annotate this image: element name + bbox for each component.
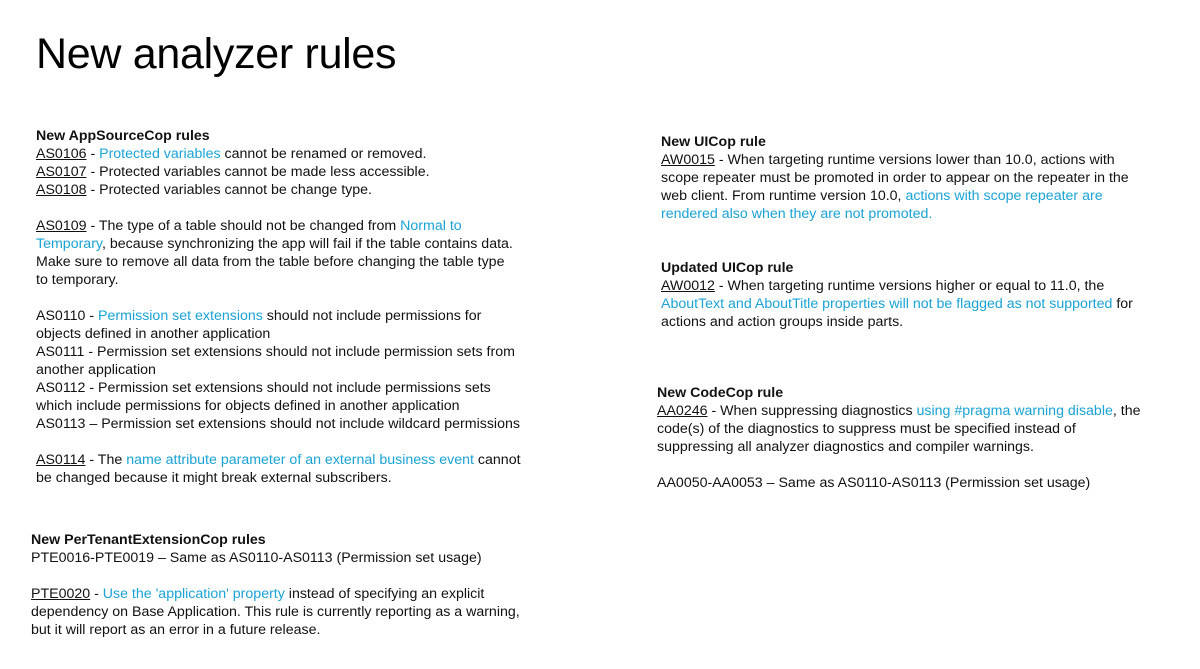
uicop-section: New UICop rule AW0015 - When targeting runtime versions lower than 10.0, actions with scope repeater must be promoted in order to appear on the repeater in the web client. From runtime version 10.0, actions with scope repeater are rendered also when they are not promoted. xyxy=(661,133,1181,223)
rule-pte0020: PTE0020 - Use the 'application' property instead of specifying an explicit xyxy=(31,586,485,602)
rule-aw0015: AW0015 - When targeting runtime versions lower than 10.0, actions with xyxy=(661,152,1115,168)
rule-as0114: AS0114 - The name attribute parameter of an external business event cannot xyxy=(36,452,521,468)
updated-uicop-section: Updated UICop rule AW0012 - When targeting runtime versions higher or equal to 11.0, the AboutText and AboutTitle properties will not be flagged as not supported for actions and action groups inside parts. xyxy=(661,259,1186,331)
uicop-heading: New UICop rule xyxy=(661,134,766,150)
rule-aa0050: AA0050-AA0053 – Same as AS0110-AS0113 (Permission set usage) xyxy=(657,475,1091,491)
appsourcecop-section: New AppSourceCop rules AS0106 - Protected variables cannot be renamed or removed. AS0107 - Protected variables cannot be made less accessible. AS0108 - Protected variables cannot be change type. AS0109 - The type of a table should not be changed from Normal to Temporary, because synchronizing the app will fail if the table contains data. Make sure to remove all data from the table before changing the table type to temporary. AS0110 - Permission set extensions should not include permissions for objects defined in another application AS0111 - Permission set extensions should not include permission sets from another application AS0112 - Permission set extensions should not include permissions sets which include permissions for objects defined in another application AS0113 – Permission set extensions should not include wildcard permissions AS0114 - The name attribute parameter of an external business event cannot be changed because it might break external subscribers. xyxy=(36,127,576,487)
rule-code[interactable]: AS0107 xyxy=(36,164,87,180)
link-scope-repeater[interactable]: actions with scope repeater are xyxy=(905,188,1103,204)
pertenantextensioncop-section: New PerTenantExtensionCop rules PTE0016-PTE0019 – Same as AS0110-AS0113 (Permission set usage) PTE0020 - Use the 'application' property instead of specifying an explicit dependency on Base Application. This rule is currently reporting as a warning, but it will report as an error in a future release. xyxy=(31,531,571,639)
codecop-section: New CodeCop rule AA0246 - When suppressing diagnostics using #pragma warning disable, the code(s) of the diagnostics to suppress must be specified instead of suppressing all analyzer diagnostics and compiler warnings. AA0050-AA0053 – Same as AS0110-AS0113 (Permission set usage) xyxy=(657,384,1182,492)
page-title: New analyzer rules xyxy=(36,30,397,78)
rule-as0110: AS0110 - Permission set extensions should not include permissions for xyxy=(36,308,482,324)
appsourcecop-heading: New AppSourceCop rules xyxy=(36,128,210,144)
rule-code[interactable]: AS0109 xyxy=(36,218,87,234)
rule-aa0246: AA0246 - When suppressing diagnostics using #pragma warning disable, the xyxy=(657,403,1141,419)
link-pragma-warning-disable[interactable]: using #pragma warning disable xyxy=(916,403,1113,419)
rule-as0107: AS0107 - Protected variables cannot be made less accessible. xyxy=(36,164,430,180)
rule-as0112: AS0112 - Permission set extensions should not include permissions sets xyxy=(36,380,491,396)
link-protected-variables[interactable]: Protected variables xyxy=(99,146,221,162)
link-normal-to-temporary[interactable]: Normal to xyxy=(400,218,462,234)
updated-uicop-heading: Updated UICop rule xyxy=(661,260,794,276)
rule-code[interactable]: AS0114 xyxy=(36,452,86,468)
rule-code[interactable]: AW0012 xyxy=(661,278,715,294)
rule-code[interactable]: AW0015 xyxy=(661,152,715,168)
link-abouttext-abouttitle[interactable]: AboutText and AboutTitle properties will not be flagged as not supported xyxy=(661,296,1113,312)
codecop-heading: New CodeCop rule xyxy=(657,385,784,401)
rule-as0106: AS0106 - Protected variables cannot be renamed or removed. xyxy=(36,146,427,162)
rule-aw0012: AW0012 - When targeting runtime versions higher or equal to 11.0, the xyxy=(661,278,1105,294)
rule-code[interactable]: AA0246 xyxy=(657,403,708,419)
rule-pte0016: PTE0016-PTE0019 – Same as AS0110-AS0113 (Permission set usage) xyxy=(31,550,482,566)
link-temporary[interactable]: Temporary xyxy=(36,236,102,252)
link-rendered-not-promoted[interactable]: rendered also when they are not promoted. xyxy=(661,206,933,222)
rule-code[interactable]: AS0108 xyxy=(36,182,87,198)
rule-as0109: AS0109 - The type of a table should not be changed from Normal to xyxy=(36,218,462,234)
rule-code[interactable]: AS0106 xyxy=(36,146,87,162)
link-application-property[interactable]: Use the 'application' property xyxy=(102,586,285,602)
link-permission-set-extensions[interactable]: Permission set extensions xyxy=(98,308,263,324)
link-name-attribute[interactable]: name attribute parameter of an external business event xyxy=(126,452,474,468)
rule-code[interactable]: PTE0020 xyxy=(31,586,91,602)
rule-as0111: AS0111 - Permission set extensions should not include permission sets from xyxy=(36,344,515,360)
pte-heading: New PerTenantExtensionCop rules xyxy=(31,532,266,548)
rule-as0108: AS0108 - Protected variables cannot be change type. xyxy=(36,182,373,198)
rule-as0113: AS0113 – Permission set extensions should not include wildcard permissions xyxy=(36,416,520,432)
